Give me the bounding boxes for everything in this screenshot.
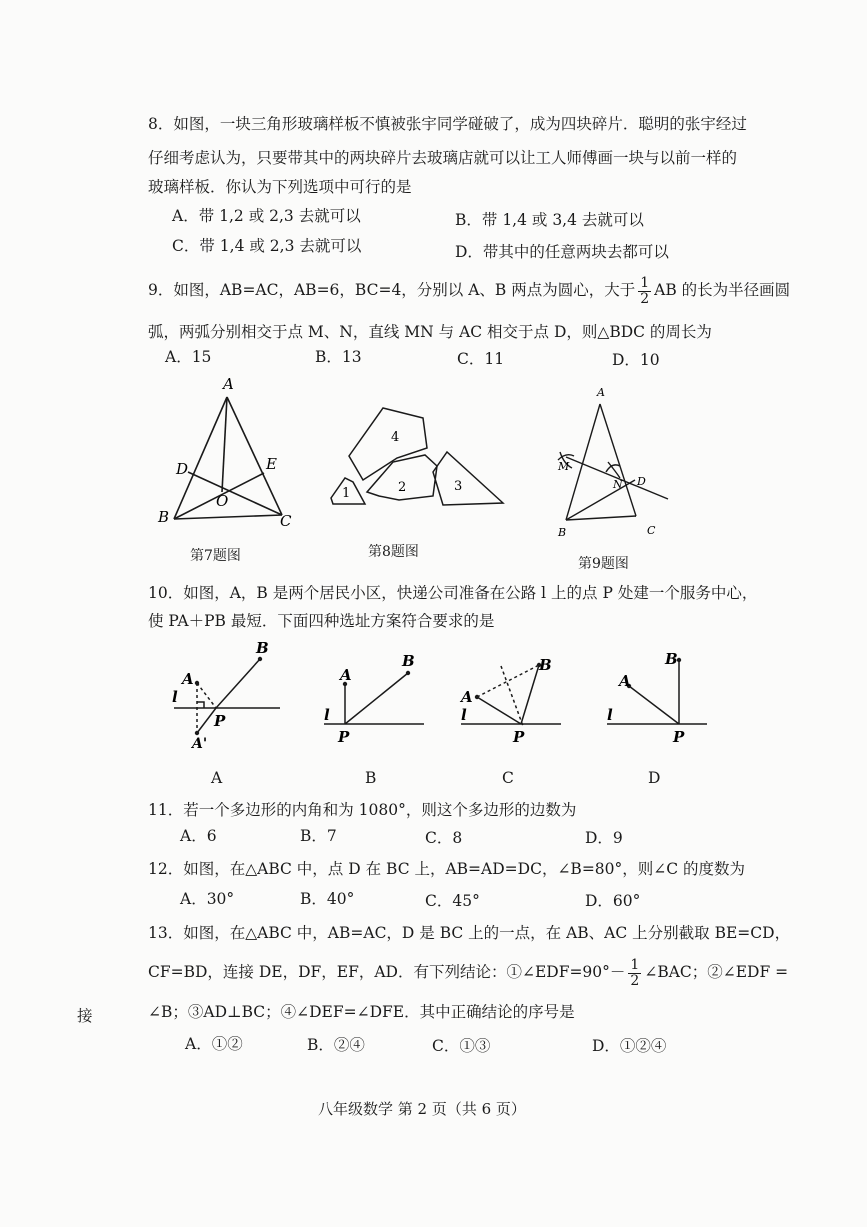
q10d-label-p: P [673,728,685,746]
fig9-label-m: M [558,460,570,473]
q10b-label-b: B [402,652,415,670]
q10-figure-d [603,646,711,751]
fig9-label-b: B [558,526,567,539]
figure-7 [150,372,300,537]
fig7-label-c: C [280,512,292,530]
q9-stem-part1: 9．如图，AB=AC，AB=6，BC=4，分别以 A、B 两点为圆心，大于 [148,281,636,299]
q11-option-a: A．6 [180,827,217,845]
fig7-label-a: A [223,375,234,393]
q10c-label-l: l [461,706,467,724]
q13-stem-part2: ∠BAC；②∠EDF = [644,963,789,981]
q8-line2: 仔细考虑认为，只要带其中的两块碎片去玻璃店就可以让工人师傅画一块与以前一样的 [148,149,738,167]
q11-option-c: C．8 [425,829,463,847]
q12-option-b: B．40° [300,890,355,908]
q9-stem-part2: AB 的长为半径画圆 [654,281,791,299]
q10a-label-a-prime: A' [192,736,208,752]
q9-option-c: C．11 [457,350,505,368]
fig9-label-d: D [637,475,646,488]
q13-option-a: A．①② [185,1035,243,1053]
fig9-label-a: A [597,386,605,399]
q10c-label-p: P [513,728,525,746]
q13-fraction-denominator: 2 [630,972,640,989]
q13-line1: 13．如图，在△ABC 中，AB=AC，D 是 BC 上的一点，在 AB、AC 上分别截取 BE=CD， [148,924,791,942]
q9-line2: 弧，两弧分别相交于点 M、N，直线 MN 与 AC 相交于点 D，则△BDC 的周长为 [148,323,712,341]
q10a-label-a: A [182,670,194,688]
fig8-piece-4-label: 4 [391,430,400,445]
q13-line2 [148,952,788,992]
q8-line1: 8．如图，一块三角形玻璃样板不慎被张宇同学碰破了，成为四块碎片．聪明的张宇经过 [148,115,747,133]
figure-8-caption: 第8题图 [368,544,419,560]
q10-option-a: A [211,769,223,787]
fig8-piece-3-label: 3 [454,479,463,494]
q10-option-b: B [365,769,377,787]
q8-option-b: B．带 1,4 或 3,4 去就可以 [455,211,644,229]
q9-option-d: D．10 [612,351,660,369]
q10a-label-p: P [214,712,226,730]
q10c-label-b: B [539,656,552,674]
fig9-label-n: N [613,478,623,491]
q10-line1: 10．如图，A，B 是两个居民小区，快递公司准备在公路 l 上的点 P 处建一个服务中心， [148,584,758,602]
q9-fraction-denominator: 2 [640,290,650,307]
q9-line1 [148,272,790,308]
figure-9-caption: 第9题图 [578,556,629,572]
q9-option-a: A．15 [165,348,212,366]
q12-option-a: A．30° [180,890,235,908]
q10a-label-b: B [256,639,269,657]
q12-option-d: D．60° [585,892,641,910]
q10-option-c: C [502,769,514,787]
q10d-label-a: A [619,672,631,690]
figure-9 [550,382,680,547]
q10a-label-l: l [172,688,178,706]
figure-8 [325,400,510,515]
q9-fraction [638,276,651,307]
q13-option-b: B．②④ [307,1036,365,1054]
q13-line3: ∠B；③AD⊥BC；④∠DEF=∠DFE．其中正确结论的序号是 [148,1003,575,1021]
q10d-label-l: l [607,706,613,724]
q10b-label-a: A [340,666,352,684]
page-footer: 八年级数学 第 2 页（共 6 页） [318,1100,526,1118]
q10-option-d: D [648,769,661,787]
q10c-label-a: A [461,688,473,706]
q12-stem: 12．如图，在△ABC 中，点 D 在 BC 上，AB=AD=DC，∠B=80°，则∠C 的度数为 [148,860,746,878]
q8-option-d: D．带其中的任意两块去都可以 [455,243,669,261]
fig7-label-e: E [266,455,277,473]
q10-line2: 使 PA＋PB 最短．下面四种选址方案符合要求的是 [148,612,495,630]
q8-option-a: A．带 1,2 或 2,3 去就可以 [172,207,361,225]
q10b-label-p: P [338,728,350,746]
fig8-piece-1-label: 1 [342,486,351,501]
q10-figure-b [320,646,430,751]
q13-option-c: C．①③ [432,1037,491,1055]
q13-option-d: D．①②④ [592,1037,667,1055]
q11-stem: 11．若一个多边形的内角和为 1080°，则这个多边形的边数为 [148,801,577,819]
q9-fraction-numerator: 1 [640,274,650,291]
q11-option-d: D．9 [585,829,623,847]
fig7-label-b: B [158,508,170,526]
fig9-label-c: C [647,524,656,537]
q10-figure-a [168,636,286,758]
fig7-label-d: D [176,460,189,478]
figure-7-caption: 第7题图 [190,548,241,564]
fig7-label-o: O [216,492,229,510]
q13-stem-part1: CF=BD，连接 DE，DF，EF，AD．有下列结论：①∠EDF=90°－ [148,963,626,981]
q8-option-c: C．带 1,4 或 2,3 去就可以 [172,237,362,255]
q13-fraction [628,958,641,989]
q10d-label-b: B [665,650,678,668]
q12-option-c: C．45° [425,892,480,910]
q10b-label-l: l [324,706,330,724]
q11-option-b: B．7 [300,827,337,845]
q9-option-b: B．13 [315,348,362,366]
binding-margin-char: 接 [77,1007,93,1025]
q10-figure-c [455,650,570,750]
fig8-piece-2-label: 2 [398,480,407,495]
q8-line3: 玻璃样板．你认为下列选项中可行的是 [148,178,412,196]
q13-fraction-numerator: 1 [630,956,640,973]
